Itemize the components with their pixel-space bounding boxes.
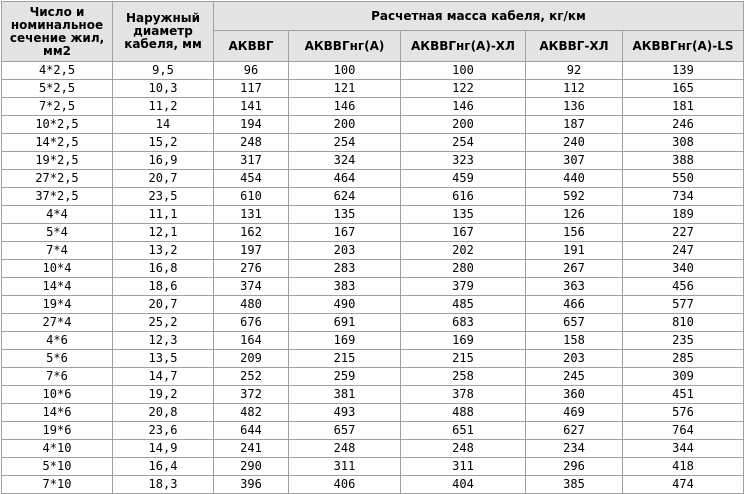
cell-mass-akvvg: 454 [214, 170, 289, 188]
cell-cross-section: 4*2,5 [2, 62, 113, 80]
cell-mass-akvvg-hl: 363 [526, 278, 623, 296]
cell-mass-akvvgng-a-ls: 764 [623, 422, 744, 440]
cell-mass-akvvgng-a-hl: 122 [401, 80, 526, 98]
cell-mass-akvvgng-a-hl: 683 [401, 314, 526, 332]
cell-cross-section: 14*4 [2, 278, 113, 296]
cell-outer-diameter: 20,8 [113, 404, 214, 422]
cell-mass-akvvgng-a: 691 [289, 314, 401, 332]
cell-mass-akvvgng-a-ls: 474 [623, 476, 744, 494]
table-row [2, 404, 744, 422]
table-row [2, 116, 744, 134]
header-outer-diameter: Наружный диаметр кабеля, мм [113, 2, 214, 62]
cell-cross-section: 4*6 [2, 332, 113, 350]
cell-cross-section: 19*6 [2, 422, 113, 440]
cell-outer-diameter: 14,9 [113, 440, 214, 458]
cell-outer-diameter: 12,3 [113, 332, 214, 350]
table-row [2, 188, 744, 206]
table-row [2, 170, 744, 188]
table-row [2, 260, 744, 278]
cell-mass-akvvgng-a-hl: 254 [401, 134, 526, 152]
cell-mass-akvvgng-a-hl: 146 [401, 98, 526, 116]
cell-mass-akvvg-hl: 158 [526, 332, 623, 350]
cell-mass-akvvgng-a-ls: 235 [623, 332, 744, 350]
cell-mass-akvvgng-a-ls: 550 [623, 170, 744, 188]
cell-outer-diameter: 11,1 [113, 206, 214, 224]
cell-mass-akvvgng-a: 259 [289, 368, 401, 386]
cell-mass-akvvg: 317 [214, 152, 289, 170]
cell-mass-akvvgng-a: 203 [289, 242, 401, 260]
cell-mass-akvvgng-a-hl: 258 [401, 368, 526, 386]
cell-cross-section: 7*10 [2, 476, 113, 494]
cell-mass-akvvg: 194 [214, 116, 289, 134]
cell-mass-akvvg: 197 [214, 242, 289, 260]
cell-mass-akvvg-hl: 156 [526, 224, 623, 242]
cell-mass-akvvgng-a-hl: 379 [401, 278, 526, 296]
cell-mass-akvvgng-a-ls: 340 [623, 260, 744, 278]
cell-mass-akvvgng-a: 464 [289, 170, 401, 188]
cell-outer-diameter: 12,1 [113, 224, 214, 242]
cell-mass-akvvgng-a-hl: 404 [401, 476, 526, 494]
cell-mass-akvvg: 96 [214, 62, 289, 80]
cell-mass-akvvgng-a-hl: 280 [401, 260, 526, 278]
cell-mass-akvvg: 610 [214, 188, 289, 206]
table-row [2, 206, 744, 224]
cell-mass-akvvgng-a: 311 [289, 458, 401, 476]
cell-mass-akvvg-hl: 385 [526, 476, 623, 494]
cell-mass-akvvg: 117 [214, 80, 289, 98]
cell-mass-akvvg: 480 [214, 296, 289, 314]
cell-mass-akvvg-hl: 469 [526, 404, 623, 422]
cell-outer-diameter: 13,2 [113, 242, 214, 260]
table-row [2, 458, 744, 476]
cell-mass-akvvgng-a: 146 [289, 98, 401, 116]
cell-mass-akvvg: 209 [214, 350, 289, 368]
cell-mass-akvvgng-a: 493 [289, 404, 401, 422]
table-row [2, 224, 744, 242]
cell-outer-diameter: 18,6 [113, 278, 214, 296]
cell-mass-akvvg-hl: 112 [526, 80, 623, 98]
cell-mass-akvvgng-a-ls: 309 [623, 368, 744, 386]
cell-mass-akvvgng-a: 169 [289, 332, 401, 350]
cell-outer-diameter: 9,5 [113, 62, 214, 80]
cell-mass-akvvg: 141 [214, 98, 289, 116]
cell-outer-diameter: 11,2 [113, 98, 214, 116]
cell-mass-akvvg-hl: 307 [526, 152, 623, 170]
cell-mass-akvvg-hl: 592 [526, 188, 623, 206]
cell-mass-akvvg-hl: 240 [526, 134, 623, 152]
cell-mass-akvvgng-a-hl: 248 [401, 440, 526, 458]
cell-mass-akvvgng-a: 657 [289, 422, 401, 440]
cell-mass-akvvgng-a-ls: 227 [623, 224, 744, 242]
cell-mass-akvvgng-a-ls: 734 [623, 188, 744, 206]
cell-mass-akvvgng-a-ls: 344 [623, 440, 744, 458]
cell-mass-akvvgng-a-hl: 135 [401, 206, 526, 224]
cell-cross-section: 7*4 [2, 242, 113, 260]
cell-outer-diameter: 18,3 [113, 476, 214, 494]
cell-cross-section: 19*4 [2, 296, 113, 314]
cell-cross-section: 7*6 [2, 368, 113, 386]
cell-mass-akvvgng-a: 215 [289, 350, 401, 368]
table-row [2, 242, 744, 260]
cell-mass-akvvgng-a-ls: 456 [623, 278, 744, 296]
cell-mass-akvvg-hl: 627 [526, 422, 623, 440]
cell-mass-akvvgng-a: 254 [289, 134, 401, 152]
cell-mass-akvvgng-a-hl: 169 [401, 332, 526, 350]
cell-mass-akvvg-hl: 92 [526, 62, 623, 80]
cell-outer-diameter: 15,2 [113, 134, 214, 152]
cell-mass-akvvgng-a-ls: 165 [623, 80, 744, 98]
cell-mass-akvvgng-a-hl: 459 [401, 170, 526, 188]
cell-mass-akvvg: 676 [214, 314, 289, 332]
cell-mass-akvvg-hl: 267 [526, 260, 623, 278]
table-row [2, 332, 744, 350]
header-cable-akvvgng-a: АКВВГнг(А) [289, 31, 401, 62]
cell-cross-section: 10*4 [2, 260, 113, 278]
header-cross-section: Число и номинальное сечение жил, мм2 [2, 2, 113, 62]
cell-mass-akvvg-hl: 203 [526, 350, 623, 368]
table-row [2, 152, 744, 170]
cell-mass-akvvgng-a-hl: 323 [401, 152, 526, 170]
cell-mass-akvvgng-a-ls: 577 [623, 296, 744, 314]
table-row [2, 296, 744, 314]
cell-mass-akvvg: 241 [214, 440, 289, 458]
cell-mass-akvvgng-a-ls: 247 [623, 242, 744, 260]
cell-mass-akvvgng-a-ls: 451 [623, 386, 744, 404]
cell-cross-section: 19*2,5 [2, 152, 113, 170]
cell-mass-akvvg-hl: 126 [526, 206, 623, 224]
cell-mass-akvvg: 290 [214, 458, 289, 476]
cell-mass-akvvgng-a-hl: 488 [401, 404, 526, 422]
cell-mass-akvvgng-a: 100 [289, 62, 401, 80]
table-row [2, 476, 744, 494]
cell-mass-akvvg: 372 [214, 386, 289, 404]
cell-mass-akvvg: 276 [214, 260, 289, 278]
cell-mass-akvvgng-a: 200 [289, 116, 401, 134]
table-row [2, 314, 744, 332]
cell-mass-akvvg-hl: 245 [526, 368, 623, 386]
cell-mass-akvvgng-a-ls: 285 [623, 350, 744, 368]
cell-mass-akvvgng-a-ls: 810 [623, 314, 744, 332]
cell-cross-section: 14*2,5 [2, 134, 113, 152]
cell-outer-diameter: 13,5 [113, 350, 214, 368]
cell-mass-akvvg: 164 [214, 332, 289, 350]
cell-cross-section: 4*10 [2, 440, 113, 458]
cell-outer-diameter: 23,5 [113, 188, 214, 206]
cell-cross-section: 37*2,5 [2, 188, 113, 206]
cell-mass-akvvg-hl: 234 [526, 440, 623, 458]
table-row [2, 278, 744, 296]
cell-mass-akvvg-hl: 191 [526, 242, 623, 260]
table-body [2, 62, 744, 494]
cell-mass-akvvgng-a-hl: 167 [401, 224, 526, 242]
cell-mass-akvvg: 252 [214, 368, 289, 386]
cell-cross-section: 14*6 [2, 404, 113, 422]
cell-mass-akvvg-hl: 440 [526, 170, 623, 188]
cell-cross-section: 5*6 [2, 350, 113, 368]
cell-outer-diameter: 19,2 [113, 386, 214, 404]
cell-cross-section: 5*4 [2, 224, 113, 242]
cell-mass-akvvg: 482 [214, 404, 289, 422]
cell-mass-akvvg-hl: 360 [526, 386, 623, 404]
cell-cross-section: 27*4 [2, 314, 113, 332]
cell-mass-akvvgng-a-hl: 616 [401, 188, 526, 206]
cell-outer-diameter: 16,4 [113, 458, 214, 476]
table-row [2, 62, 744, 80]
table-row [2, 440, 744, 458]
header-cable-akvvg: АКВВГ [214, 31, 289, 62]
table-row [2, 134, 744, 152]
cell-mass-akvvgng-a: 624 [289, 188, 401, 206]
cell-outer-diameter: 20,7 [113, 296, 214, 314]
cell-mass-akvvg: 396 [214, 476, 289, 494]
cell-outer-diameter: 23,6 [113, 422, 214, 440]
cell-mass-akvvgng-a-ls: 189 [623, 206, 744, 224]
cell-cross-section: 10*2,5 [2, 116, 113, 134]
cell-mass-akvvg-hl: 187 [526, 116, 623, 134]
cell-outer-diameter: 25,2 [113, 314, 214, 332]
cell-mass-akvvg-hl: 296 [526, 458, 623, 476]
cell-mass-akvvgng-a-ls: 308 [623, 134, 744, 152]
cell-outer-diameter: 20,7 [113, 170, 214, 188]
cable-mass-table [1, 1, 744, 494]
cell-mass-akvvgng-a: 121 [289, 80, 401, 98]
cell-mass-akvvgng-a-ls: 139 [623, 62, 744, 80]
cell-mass-akvvgng-a-ls: 418 [623, 458, 744, 476]
cell-mass-akvvgng-a: 324 [289, 152, 401, 170]
cell-mass-akvvgng-a: 406 [289, 476, 401, 494]
table-row [2, 368, 744, 386]
cell-cross-section: 5*2,5 [2, 80, 113, 98]
cell-cross-section: 7*2,5 [2, 98, 113, 116]
cell-mass-akvvgng-a-hl: 378 [401, 386, 526, 404]
cell-cross-section: 5*10 [2, 458, 113, 476]
cell-mass-akvvg: 374 [214, 278, 289, 296]
cell-mass-akvvgng-a-ls: 576 [623, 404, 744, 422]
cell-mass-akvvgng-a-hl: 100 [401, 62, 526, 80]
header-calculated-mass: Расчетная масса кабеля, кг/км [214, 2, 744, 31]
cell-mass-akvvg-hl: 466 [526, 296, 623, 314]
cell-mass-akvvgng-a: 490 [289, 296, 401, 314]
cell-mass-akvvgng-a-hl: 651 [401, 422, 526, 440]
cell-mass-akvvg: 162 [214, 224, 289, 242]
table-row [2, 80, 744, 98]
table-row [2, 422, 744, 440]
cell-cross-section: 10*6 [2, 386, 113, 404]
header-cable-akvvgng-a-hl: АКВВГнг(А)-ХЛ [401, 31, 526, 62]
cell-cross-section: 27*2,5 [2, 170, 113, 188]
cell-outer-diameter: 16,8 [113, 260, 214, 278]
cell-mass-akvvg-hl: 657 [526, 314, 623, 332]
cell-outer-diameter: 10,3 [113, 80, 214, 98]
cell-mass-akvvg-hl: 136 [526, 98, 623, 116]
table-row [2, 98, 744, 116]
cell-mass-akvvg: 248 [214, 134, 289, 152]
cell-mass-akvvgng-a: 135 [289, 206, 401, 224]
cell-mass-akvvgng-a-ls: 181 [623, 98, 744, 116]
cell-mass-akvvgng-a-hl: 215 [401, 350, 526, 368]
cell-mass-akvvgng-a-hl: 311 [401, 458, 526, 476]
header-cable-akvvgng-a-ls: АКВВГнг(А)-LS [623, 31, 744, 62]
cell-outer-diameter: 14,7 [113, 368, 214, 386]
cell-outer-diameter: 16,9 [113, 152, 214, 170]
cell-mass-akvvgng-a-hl: 200 [401, 116, 526, 134]
table-row [2, 386, 744, 404]
cell-outer-diameter: 14 [113, 116, 214, 134]
table-row [2, 350, 744, 368]
cell-mass-akvvg: 644 [214, 422, 289, 440]
header-cable-akvvg-hl: АКВВГ-ХЛ [526, 31, 623, 62]
cell-mass-akvvgng-a-ls: 246 [623, 116, 744, 134]
cell-mass-akvvgng-a: 383 [289, 278, 401, 296]
cell-cross-section: 4*4 [2, 206, 113, 224]
cell-mass-akvvgng-a: 248 [289, 440, 401, 458]
cell-mass-akvvgng-a: 381 [289, 386, 401, 404]
cell-mass-akvvg: 131 [214, 206, 289, 224]
cell-mass-akvvgng-a-hl: 202 [401, 242, 526, 260]
cell-mass-akvvgng-a: 167 [289, 224, 401, 242]
cell-mass-akvvgng-a-ls: 388 [623, 152, 744, 170]
cell-mass-akvvgng-a: 283 [289, 260, 401, 278]
cell-mass-akvvgng-a-hl: 485 [401, 296, 526, 314]
